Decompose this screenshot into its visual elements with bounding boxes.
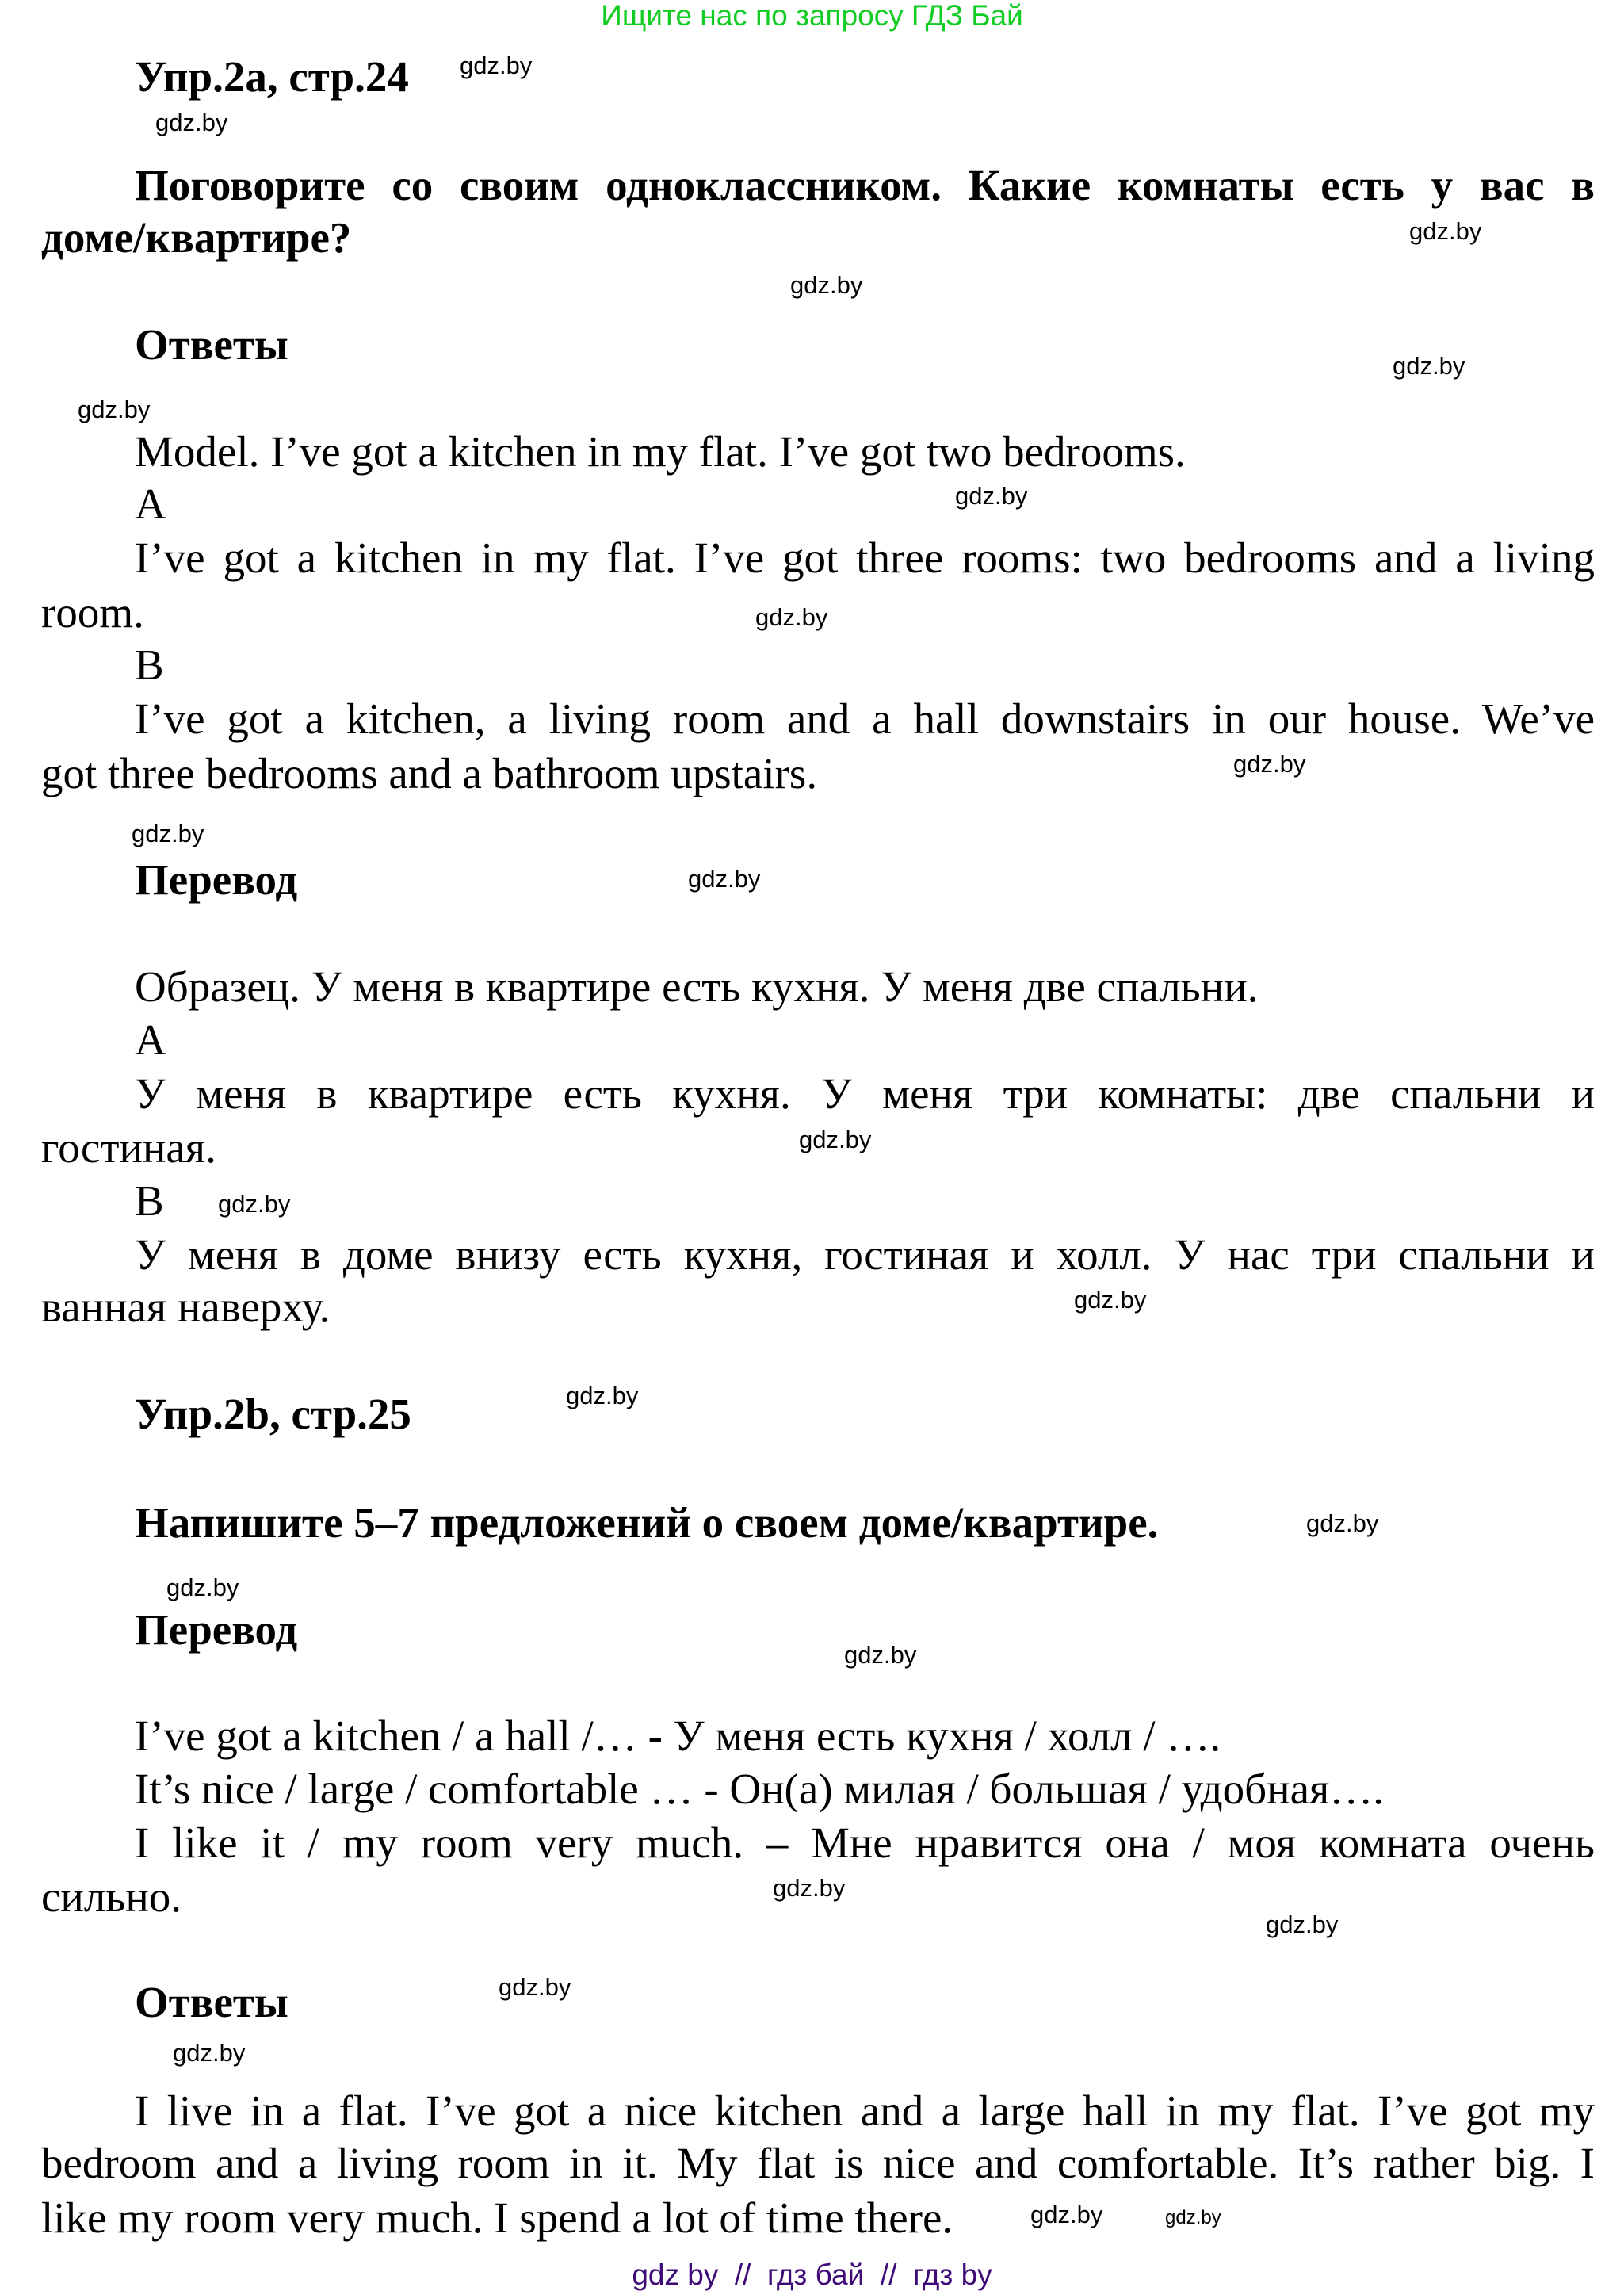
watermark: gdz.by — [1266, 1910, 1339, 1938]
watermark: gdz.by — [1233, 750, 1306, 778]
answer-line: B — [135, 641, 164, 689]
exercise-2a-task-line: доме/квартире? — [41, 213, 352, 262]
watermark: gdz.by — [844, 1641, 917, 1669]
translation-line: гостиная. — [41, 1123, 216, 1172]
answer-line: A — [135, 480, 166, 528]
watermark: gdz.by — [460, 52, 533, 79]
watermark: gdz.by — [78, 396, 151, 423]
exercise-2b-title: Упр.2b, стр.25 — [135, 1390, 411, 1438]
watermark: gdz.by — [1306, 1509, 1379, 1537]
answer-line: bedroom and a living room in it. My flat is nice and comfortable. It’s rather big. I — [41, 2139, 1595, 2187]
answer-line: like my room very much. I spend a lot of time there. — [41, 2193, 953, 2242]
watermark: gdz.by — [173, 2039, 246, 2067]
watermark: gdz.by — [773, 1874, 846, 1902]
watermark: gdz.by — [155, 109, 228, 136]
answer-line: I’ve got a kitchen, a living room and a hall downstairs in our house. We’ve — [135, 694, 1595, 743]
answers-heading: Ответы — [135, 320, 288, 369]
translation-line: Образец. У меня в квартире есть кухня. У меня две спальни. — [135, 962, 1259, 1011]
watermark: gdz.by — [166, 1574, 239, 1601]
translation-line: сильно. — [41, 1872, 182, 1921]
watermark: gdz.by — [218, 1190, 291, 1218]
watermark: gdz.by — [1030, 2201, 1103, 2228]
watermark: gdz.by — [132, 820, 204, 847]
answer-line: room. — [41, 588, 144, 637]
watermark: gdz.by — [799, 1126, 872, 1153]
footer-links[interactable]: gdz by // гдз бай // гдз by — [632, 2258, 992, 2291]
translation-line: ванная наверху. — [41, 1283, 331, 1331]
watermark: gdz.by — [955, 482, 1028, 510]
answer-line: I live in a flat. I’ve got a nice kitchen and a large hall in my flat. I’ve got my — [135, 2086, 1595, 2135]
answer-line: Model. I’ve got a kitchen in my flat. I’ve got two bedrooms. — [135, 427, 1186, 476]
answer-line: I’ve got a kitchen in my flat. I’ve got three rooms: two bedrooms and a living — [135, 534, 1595, 582]
answer-line: got three bedrooms and a bathroom upstairs. — [41, 749, 818, 797]
translation-line: I like it / my room very much. – Мне нравится она / моя комната очень — [135, 1819, 1595, 1867]
translation-line: У меня в доме внизу есть кухня, гостиная и холл. У нас три спальни и — [135, 1230, 1595, 1279]
translation-heading: Перевод — [135, 855, 298, 904]
translation-line: B — [135, 1176, 164, 1225]
translation-line: I’ve got a kitchen / a hall /… - У меня есть кухня / холл / …. — [135, 1712, 1221, 1760]
watermark: gdz.by — [499, 1973, 571, 2001]
translation-line: У меня в квартире есть кухня. У меня три комнаты: две спальни и — [135, 1069, 1595, 1118]
watermark: gdz.by — [755, 603, 828, 631]
watermark: gdz.by — [566, 1382, 639, 1409]
exercise-2b-task: Напишите 5–7 предложений о своем доме/квартире. — [135, 1498, 1159, 1547]
watermark: gdz.by — [1393, 352, 1465, 380]
watermark: gdz.by — [1165, 2207, 1221, 2228]
exercise-2a-task-line: Поговорите со своим одноклассником. Какие комнаты есть у вас в — [135, 161, 1595, 209]
watermark: gdz.by — [790, 271, 863, 299]
translation-line: A — [135, 1015, 166, 1064]
watermark: gdz.by — [688, 865, 761, 893]
translation-line: It’s nice / large / comfortable … - Он(а) милая / большая / удобная…. — [135, 1765, 1385, 1813]
search-banner[interactable]: Ищите нас по запросу ГДЗ Бай — [601, 0, 1023, 32]
answers-heading: Ответы — [135, 1978, 288, 2026]
translation-heading: Перевод — [135, 1605, 298, 1654]
watermark: gdz.by — [1409, 217, 1482, 245]
watermark: gdz.by — [1074, 1286, 1147, 1314]
exercise-2a-title: Упр.2а, стр.24 — [135, 52, 409, 101]
